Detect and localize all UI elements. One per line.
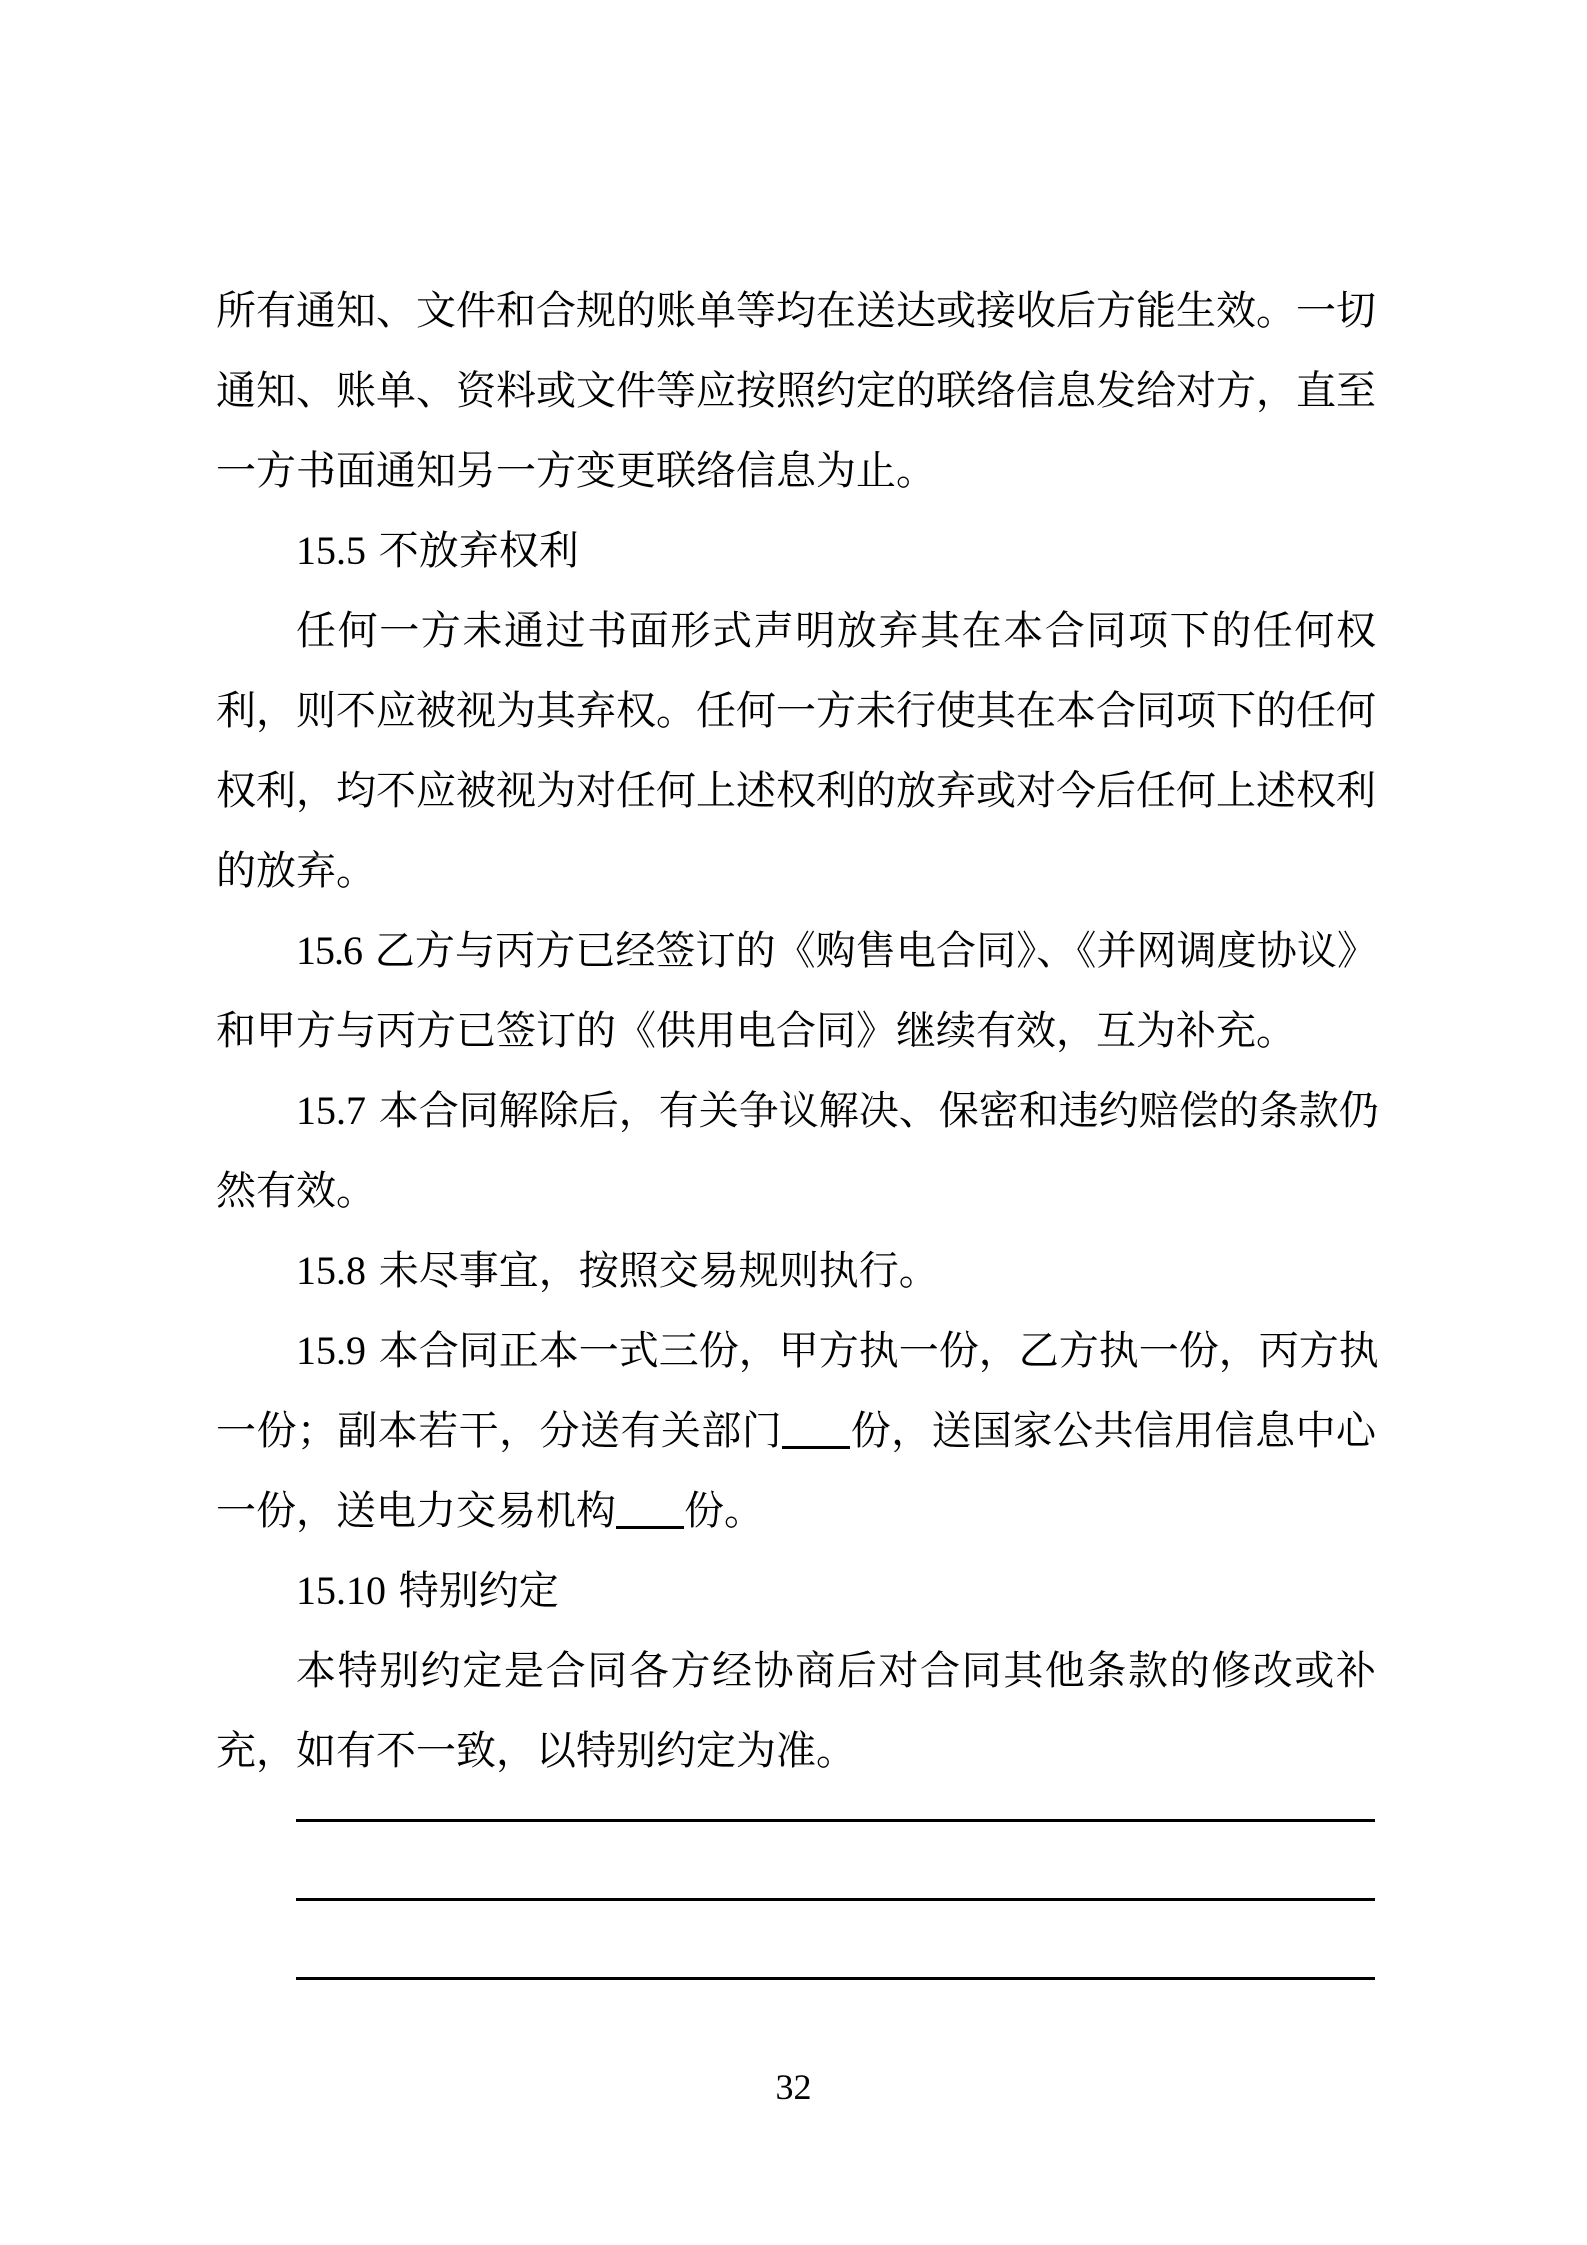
text-run: 所有通知、文件和合规的账单等均在送达或接收后方能生效。一切 [216, 288, 1376, 334]
clause-number: 15.7 [296, 1088, 366, 1133]
text-run: 充，如有不一致，以特别约定为准。 [216, 1728, 856, 1774]
text-run: 不放弃权利 [366, 528, 579, 574]
text-line [216, 271, 1376, 351]
text-line [216, 991, 1376, 1071]
text-line [216, 751, 1376, 831]
text-line [216, 911, 1376, 991]
text-run: 本合同正本一式三份，甲方执一份，乙方执一份，丙方执 [366, 1328, 1379, 1374]
paragraph [216, 1071, 1379, 1231]
paragraph [216, 271, 1376, 511]
page-number: 32 [775, 2067, 812, 2107]
contract-text-block [216, 271, 1379, 1980]
fill-in-blank [782, 1446, 850, 1449]
paragraph [216, 1231, 1376, 1311]
text-run: 特别约定 [386, 1568, 559, 1614]
text-run: 和甲方与丙方已签订的《供用电合同》继续有效，互为补充。 [216, 1008, 1296, 1054]
text-line [216, 1311, 1379, 1391]
signature-line [296, 1791, 1375, 1822]
clause-number: 15.6 [296, 928, 362, 973]
text-line [216, 1631, 1376, 1711]
signature-line [296, 1822, 1375, 1901]
text-run: 一份；副本若干，分送有关部门 [216, 1408, 783, 1454]
clause-number: 15.10 [296, 1568, 386, 1613]
text-line [216, 1711, 1376, 1791]
text-line [216, 431, 1376, 511]
text-run: 的放弃。 [216, 848, 376, 894]
signature-lines [216, 1791, 1376, 1980]
text-line [216, 351, 1376, 431]
text-run: 未尽事宜，按照交易规则执行。 [366, 1248, 939, 1294]
text-line [216, 1471, 1376, 1551]
text-line [216, 1391, 1376, 1471]
paragraph [216, 1631, 1376, 1791]
text-run: 本特别约定是合同各方经协商后对合同其他条款的修改或补 [296, 1648, 1376, 1694]
text-run: 权利，均不应被视为对任何上述权利的放弃或对今后任何上述权利 [216, 768, 1376, 814]
text-run: 一份，送电力交易机构 [216, 1488, 616, 1534]
paragraph [216, 511, 1376, 591]
clause-number: 15.5 [296, 528, 366, 573]
text-line [216, 591, 1376, 671]
text-run: 本合同解除后，有关争议解决、保密和违约赔偿的条款仍 [366, 1088, 1379, 1134]
text-run: 份，送国家公共信用信息中心 [850, 1408, 1377, 1454]
text-run: 一方书面通知另一方变更联络信息为止。 [216, 448, 936, 494]
text-run: 利，则不应被视为其弃权。任何一方未行使其在本合同项下的任何 [216, 688, 1376, 734]
paragraph [216, 1551, 1376, 1631]
paragraph [216, 1311, 1379, 1551]
clause-number: 15.9 [296, 1328, 366, 1373]
text-run: 任何一方未通过书面形式声明放弃其在本合同项下的任何权 [296, 608, 1376, 654]
text-run: 然有效。 [216, 1168, 376, 1214]
text-run: 通知、账单、资料或文件等应按照约定的联络信息发给对方，直至 [216, 368, 1376, 414]
fill-in-blank [616, 1526, 684, 1529]
text-line [216, 1231, 1376, 1311]
text-line [216, 831, 1376, 911]
text-run: 乙方与丙方已经签订的《购售电合同》、《并网调度协议》 [362, 928, 1376, 974]
text-line [216, 671, 1376, 751]
paragraph [216, 591, 1376, 911]
clause-number: 15.8 [296, 1248, 366, 1293]
text-line [216, 511, 1376, 591]
paragraph [216, 911, 1376, 1071]
signature-line [296, 1901, 1375, 1980]
text-line [216, 1151, 1376, 1231]
text-run: 份。 [684, 1488, 764, 1534]
text-line [216, 1071, 1379, 1151]
text-line [216, 1551, 1376, 1631]
